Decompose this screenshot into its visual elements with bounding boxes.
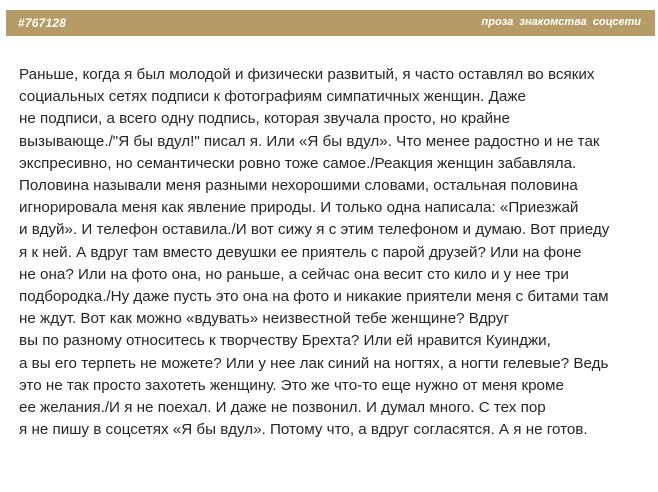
tag-znakomstva[interactable]: знакомства [519, 16, 587, 28]
story-text [19, 64, 649, 441]
story-line: я к ней. А вдруг там вместо девушки ее приятель с парой друзей? Или на фоне [19, 243, 582, 261]
story-line: вы по разному относитесь к творчеству Брехта? Или ей нравится Куинджи, [19, 332, 551, 350]
story-line: и вдуй». И телефон оставила./И вот сижу я с этим телефоном и думаю. Вот приеду [19, 221, 610, 239]
post-header-bar [6, 10, 655, 36]
tag-proza[interactable]: проза [481, 16, 514, 28]
post-id-link[interactable]: #767128 [18, 16, 67, 30]
story-line: а вы его терпеть не можете? Или у нее лак синий на ногтях, а ногти гелевые? Ведь [19, 354, 609, 372]
story-line: игнорировала меня как явление природы. И только одна написала: «Приезжай [19, 199, 579, 217]
story-line: Раньше, когда я был молодой и физически развитый, я часто оставлял во всяких [19, 66, 595, 83]
story-line: Половина называли меня разными нехорошими словами, остальная половина [19, 177, 578, 195]
tag-list [482, 16, 641, 28]
story-line: я не пишу в соцсетях «Я бы вдул». Потому что, а вдруг согласятся. А я не готов. [19, 421, 588, 439]
story-line: это не так просто захотеть женщину. Это же что-то еще нужно от меня кроме [19, 376, 564, 394]
tag-socseti[interactable]: соцсети [592, 16, 641, 28]
story-line: не ждут. Вот как можно «вдувать» неизвестной тебе женщине? Вдруг [19, 310, 510, 328]
story-line: социальных сетях подписи к фотографиям симпатичных женщин. Даже [19, 88, 526, 106]
story-line: подбородка./Ну даже пусть это она на фото и никакие приятели меня с битами там [19, 288, 609, 306]
story-line: вызывающе./"Я бы вдул!" писал я. Или «Я бы вдул». Что менее радостно и не так [19, 132, 600, 150]
story-line: не подписи, а всего одну подпись, которая звучала просто, но крайне [19, 110, 510, 128]
story-line: экспресивно, но семантически ровно тоже самое./Реакция женщин забавляла. [19, 154, 577, 172]
story-line: не она? Или на фото она, но раньше, а сейчас она весит сто кило и у нее три [19, 265, 569, 283]
story-line: ее желания./И я не поехал. И даже не позвонил. И думал много. С тех пор [19, 399, 546, 417]
